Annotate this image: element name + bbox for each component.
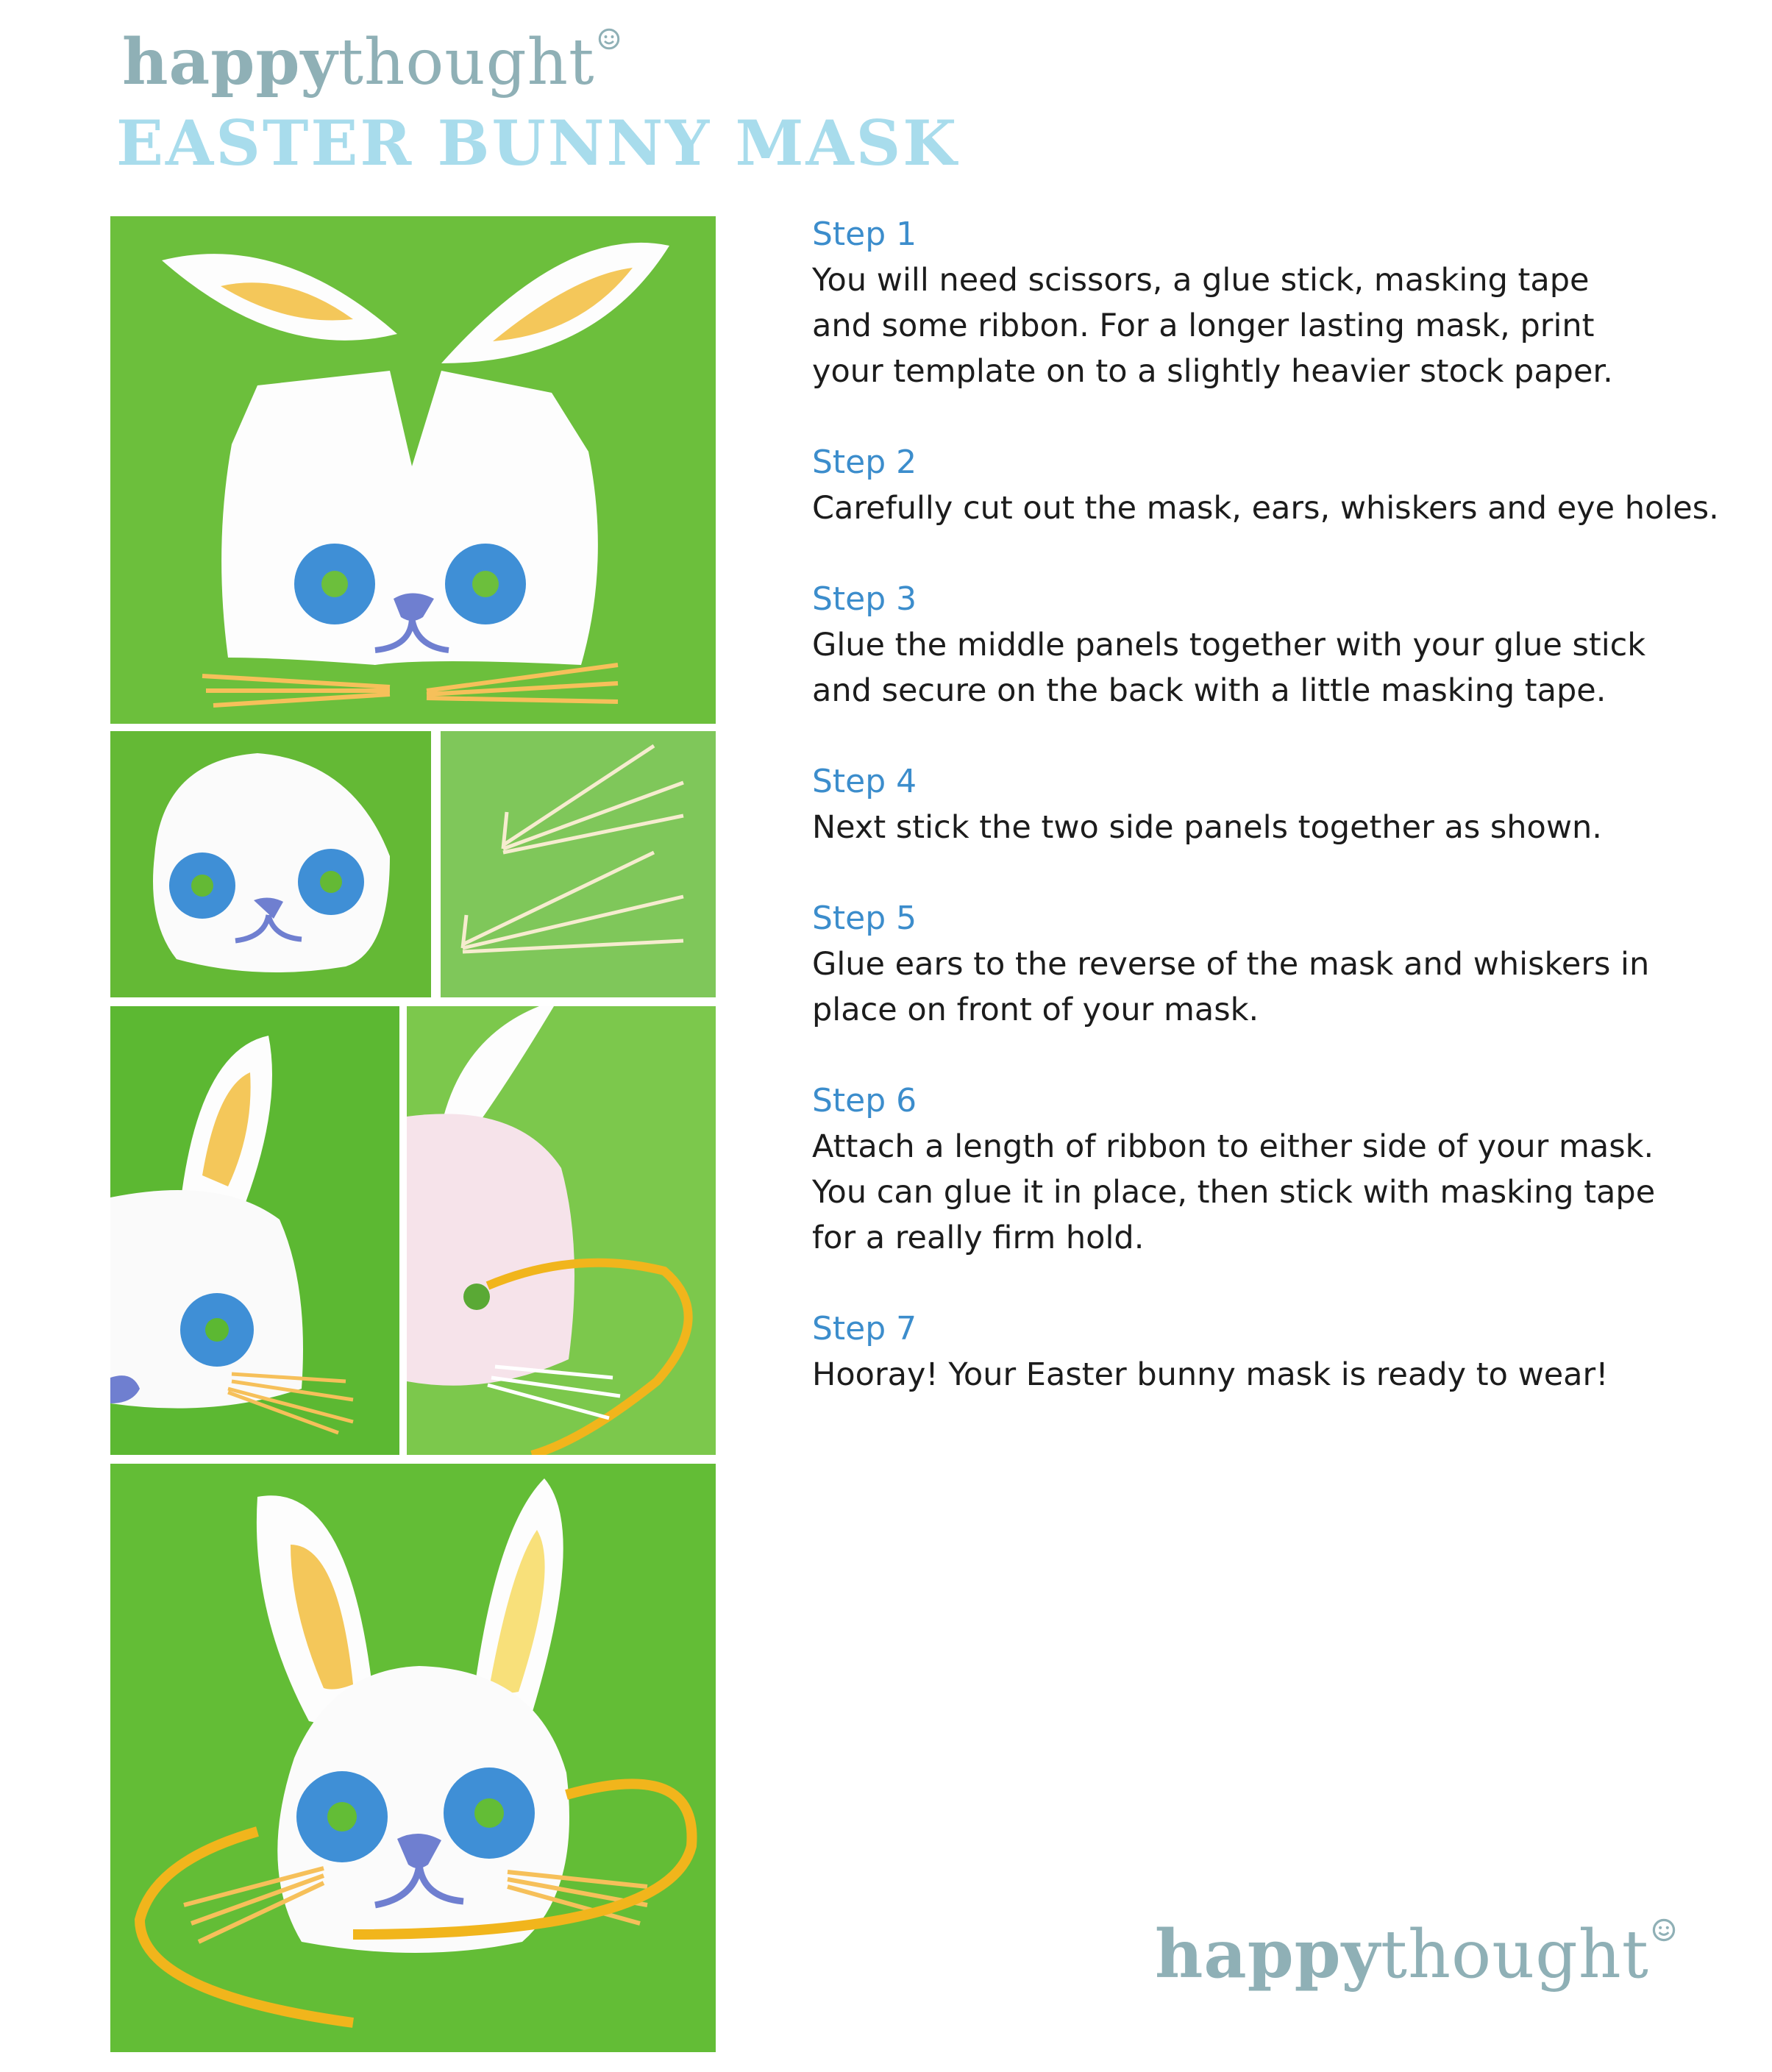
instructions	[812, 212, 1732, 1443]
step-text: You can glue it in place, then stick with masking tape	[812, 1174, 1656, 1211]
step-text: Glue ears to the reverse of the mask and whiskers in	[812, 946, 1650, 983]
step-6	[812, 1078, 1732, 1261]
bunny-mask-pieces-photo	[110, 216, 716, 724]
step-title: Step 4	[812, 763, 917, 800]
step-text: Glue the middle panels together with your glue stick	[812, 627, 1646, 663]
glued-mask-photo	[110, 731, 431, 997]
step-text: place on front of your mask.	[812, 992, 1259, 1028]
step-text: your template on to a slightly heavier stock paper.	[812, 353, 1613, 390]
logo-thought: thought	[1380, 1916, 1649, 1993]
ribbon-attached-photo	[407, 1006, 716, 1455]
step-title: Step 6	[812, 1082, 917, 1119]
step-text: and some ribbon. For a longer lasting mask, print	[812, 307, 1595, 344]
logo-happy: happy	[1155, 1915, 1381, 1993]
step-text: Carefully cut out the mask, ears, whiskers and eye holes.	[812, 490, 1719, 527]
step-4	[812, 759, 1732, 850]
mask-with-ears-photo	[110, 1006, 399, 1455]
step-title: Step 7	[812, 1310, 917, 1347]
step-1	[812, 212, 1732, 394]
step-title: Step 2	[812, 444, 917, 481]
step-text: Attach a length of ribbon to either side of your mask.	[812, 1128, 1654, 1165]
step-text: for a really firm hold.	[812, 1220, 1145, 1256]
page-title: EASTER BUNNY MASK	[116, 107, 959, 179]
footer-happythought-logo	[1155, 1912, 1676, 1997]
step-text: You will need scissors, a glue stick, masking tape	[812, 262, 1590, 299]
finished-mask-photo	[110, 1464, 716, 2052]
step-7	[812, 1306, 1732, 1398]
step-5	[812, 896, 1732, 1033]
smiley-icon	[1652, 1918, 1676, 1942]
smiley-icon	[598, 28, 620, 50]
logo-happy: happy	[122, 25, 338, 99]
whiskers-photo	[441, 731, 716, 997]
logo-thought: thought	[338, 26, 595, 99]
step-3	[812, 577, 1732, 713]
step-title: Step 3	[812, 580, 917, 618]
step-title: Step 5	[812, 900, 917, 937]
happythought-logo	[122, 22, 620, 103]
step-2	[812, 440, 1732, 531]
step-text: Hooray! Your Easter bunny mask is ready to wear!	[812, 1356, 1609, 1393]
step-text: and secure on the back with a little masking tape.	[812, 672, 1606, 709]
step-text: Next stick the two side panels together as shown.	[812, 809, 1602, 846]
step-title: Step 1	[812, 216, 917, 253]
